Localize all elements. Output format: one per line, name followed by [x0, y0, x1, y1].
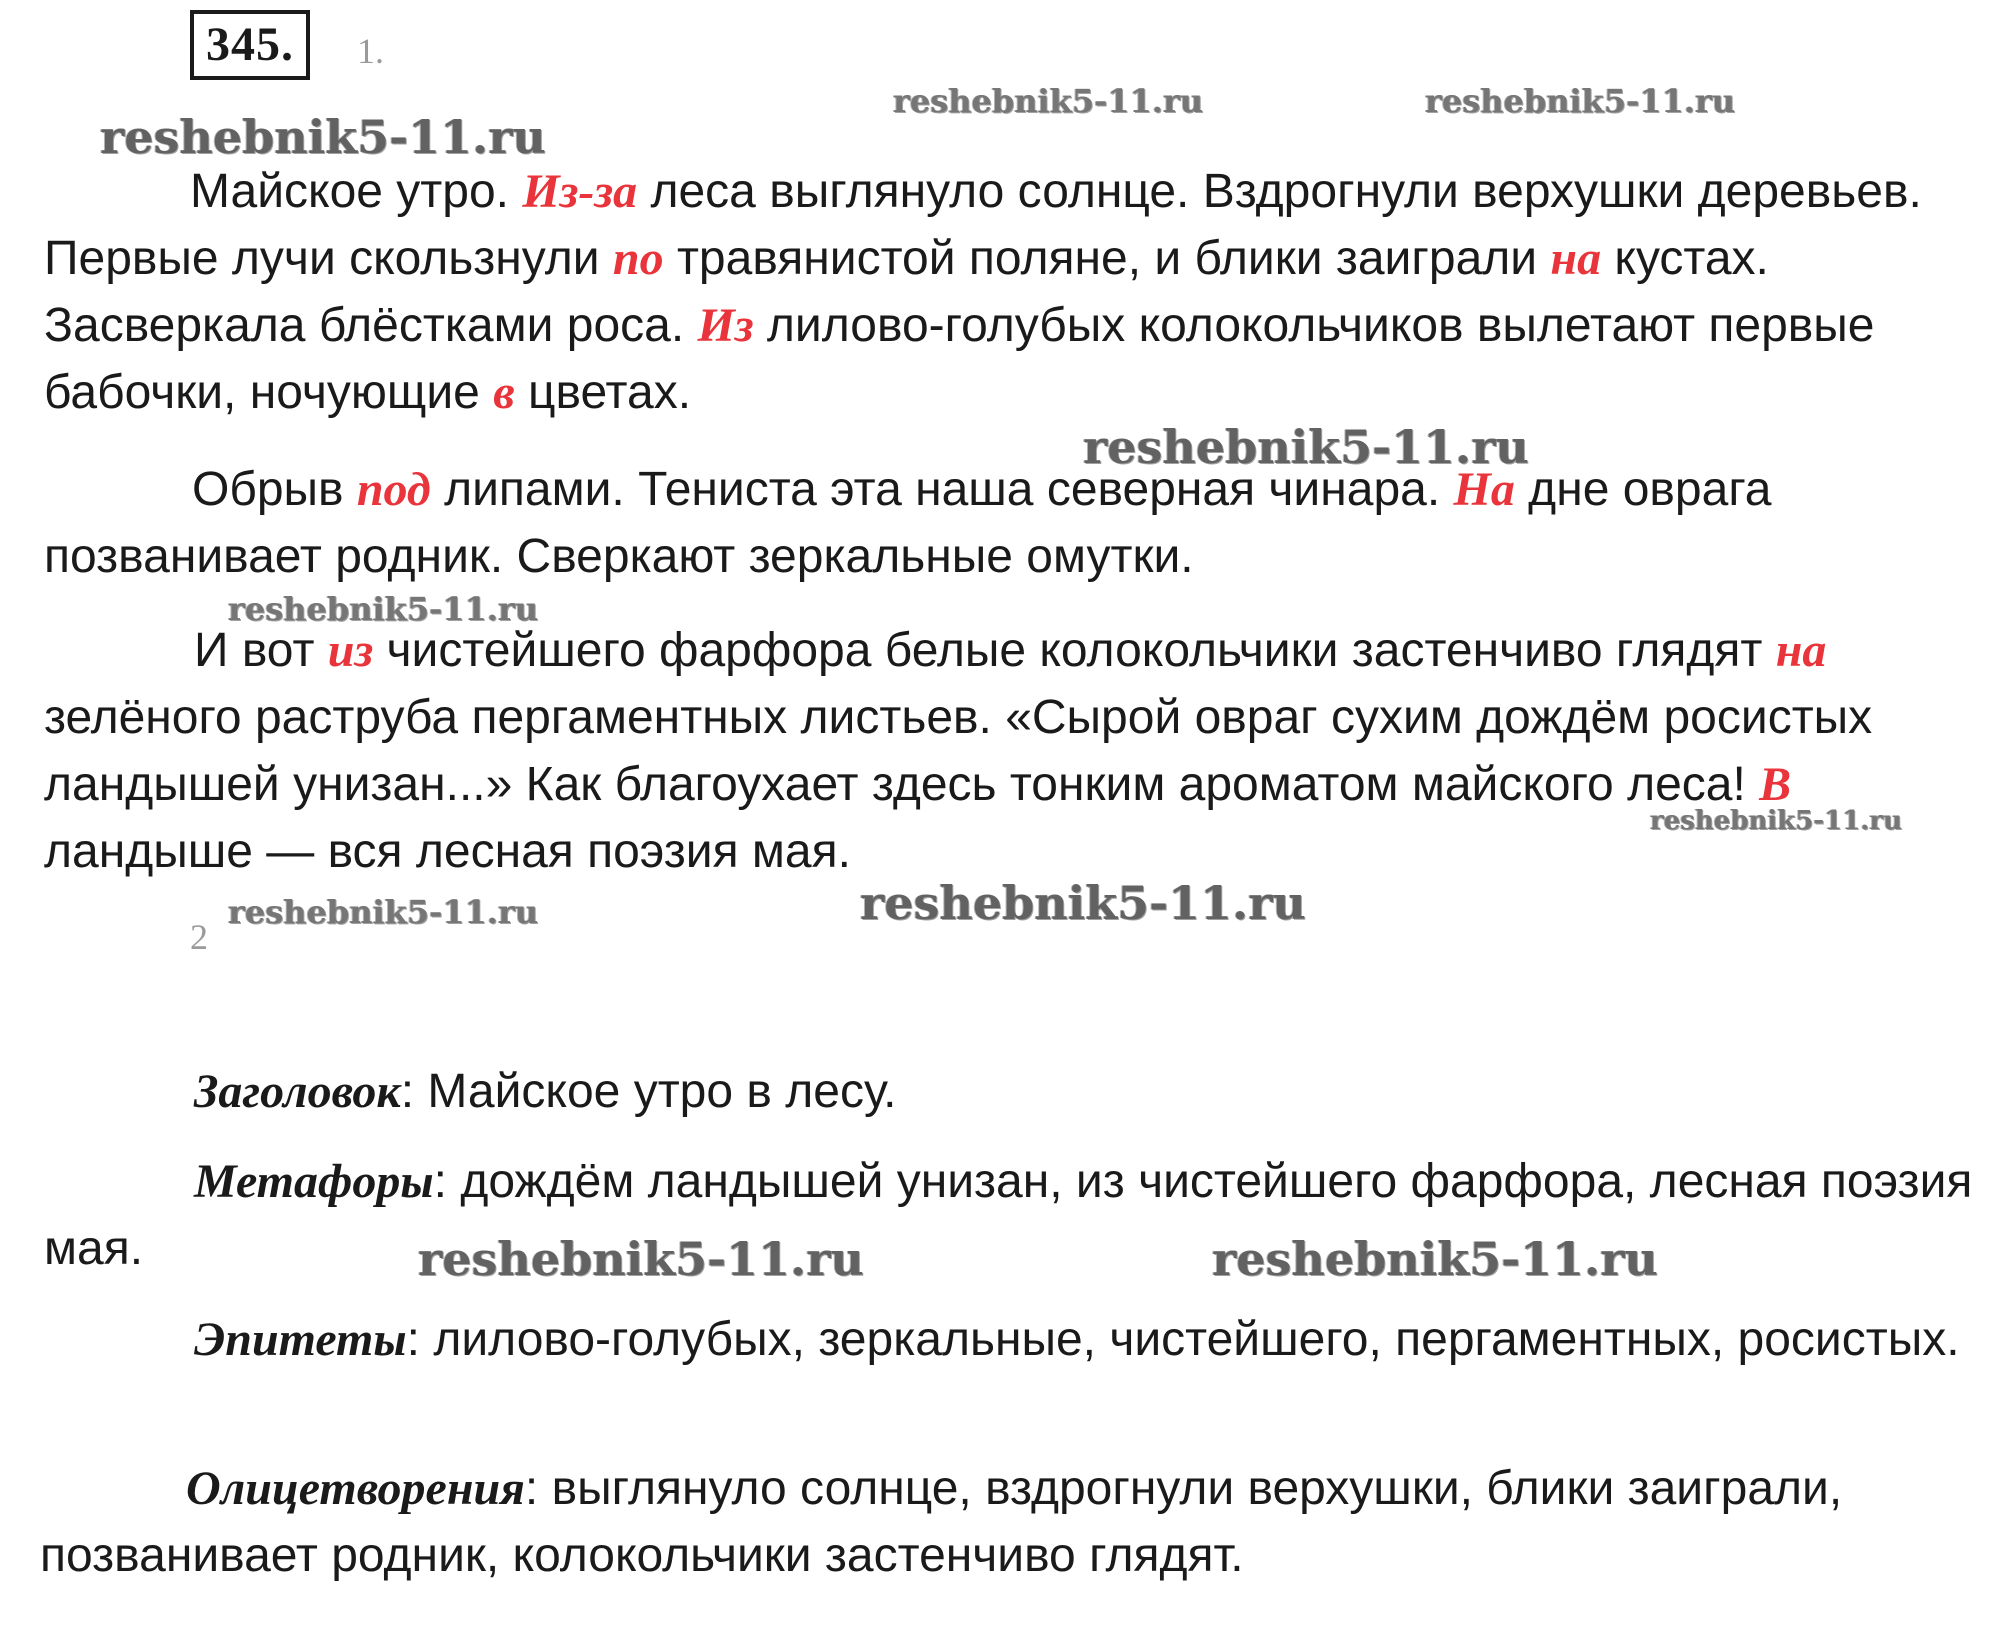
preposition: Из-за	[522, 165, 638, 218]
exercise-number: 345.	[190, 10, 310, 80]
text-segment: И вот	[194, 624, 328, 677]
preposition: под	[356, 463, 431, 516]
text-segment: цветах.	[514, 366, 692, 419]
watermark: reshebnik5-11.ru	[418, 1232, 864, 1286]
analysis-text: : Майское утро в лесу.	[400, 1065, 897, 1118]
analysis-text: : дождём ландышей унизан, из чистейшего фарфора, лесная поэзия мая.	[44, 1155, 1973, 1275]
preposition: на	[1550, 232, 1602, 285]
watermark: reshebnik5-11.ru	[1650, 806, 1903, 836]
watermark: reshebnik5-11.ru	[1425, 82, 1736, 120]
analysis-term: Олицетворения	[186, 1462, 525, 1515]
preposition: по	[612, 232, 664, 285]
text-segment: зелёного раструба пергаментных листьев. «Сырой овраг сухим дождём росистых ландышей унизан...» Как благоухает здесь тонким ароматом майского леса!	[44, 691, 1873, 811]
watermark: reshebnik5-11.ru	[228, 893, 539, 931]
watermark: reshebnik5-11.ru	[100, 110, 546, 164]
preposition: На	[1453, 463, 1515, 516]
analysis-personifications	[40, 1455, 1990, 1589]
preposition: на	[1775, 624, 1827, 677]
analysis-term: Метафоры	[194, 1155, 434, 1208]
text-paragraph-1	[44, 158, 1994, 426]
analysis-metaphors	[44, 1148, 1994, 1282]
text-paragraph-3	[44, 617, 1994, 885]
analysis-text: : выглянуло солнце, вздрогнули верхушки, блики заиграли, позванивает родник, колокольчики застенчиво глядят.	[40, 1462, 1843, 1582]
analysis-term: Эпитеты	[194, 1313, 407, 1366]
preposition: Из	[697, 299, 754, 352]
text-segment: травянистой поляне, и блики заиграли	[663, 232, 1551, 285]
text-segment: кустах. Засверкала блёстками роса.	[44, 232, 1769, 352]
text-segment: ландыше — вся лесная поэзия мая.	[44, 825, 851, 878]
preposition: в	[493, 366, 515, 419]
text-segment: лилово-голубых колокольчиков вылетают первые бабочки, ночующие	[44, 299, 1875, 419]
analysis-text: : лилово-голубых, зеркальные, чистейшего, пергаментных, росистых.	[406, 1313, 1960, 1366]
watermark: reshebnik5-11.ru	[228, 590, 539, 628]
text-segment: липами. Тениста эта наша северная чинара.	[430, 463, 1454, 516]
part-1-number: 1.	[357, 31, 384, 71]
text-segment: леса выглянуло солнце. Вздрогнули верхушки деревьев. Первые лучи скользнули	[44, 165, 1922, 285]
text-segment: Майское утро.	[190, 165, 523, 218]
watermark: reshebnik5-11.ru	[1083, 420, 1529, 474]
watermark: reshebnik5-11.ru	[893, 82, 1204, 120]
text-segment: чистейшего фарфора белые колокольчики застенчиво глядят	[373, 624, 1776, 677]
text-paragraph-2	[44, 456, 1994, 590]
analysis-title	[44, 1058, 1994, 1125]
analysis-term: Заголовок	[194, 1065, 401, 1118]
preposition: В	[1759, 758, 1792, 811]
preposition: из	[327, 624, 374, 677]
watermark: reshebnik5-11.ru	[860, 876, 1306, 930]
text-segment: Обрыв	[192, 463, 357, 516]
watermark: reshebnik5-11.ru	[1212, 1232, 1658, 1286]
text-segment: дне оврага позванивает родник. Сверкают зеркальные омутки.	[44, 463, 1772, 583]
analysis-epithets	[44, 1306, 1994, 1373]
part-2-number: 2	[190, 917, 208, 957]
